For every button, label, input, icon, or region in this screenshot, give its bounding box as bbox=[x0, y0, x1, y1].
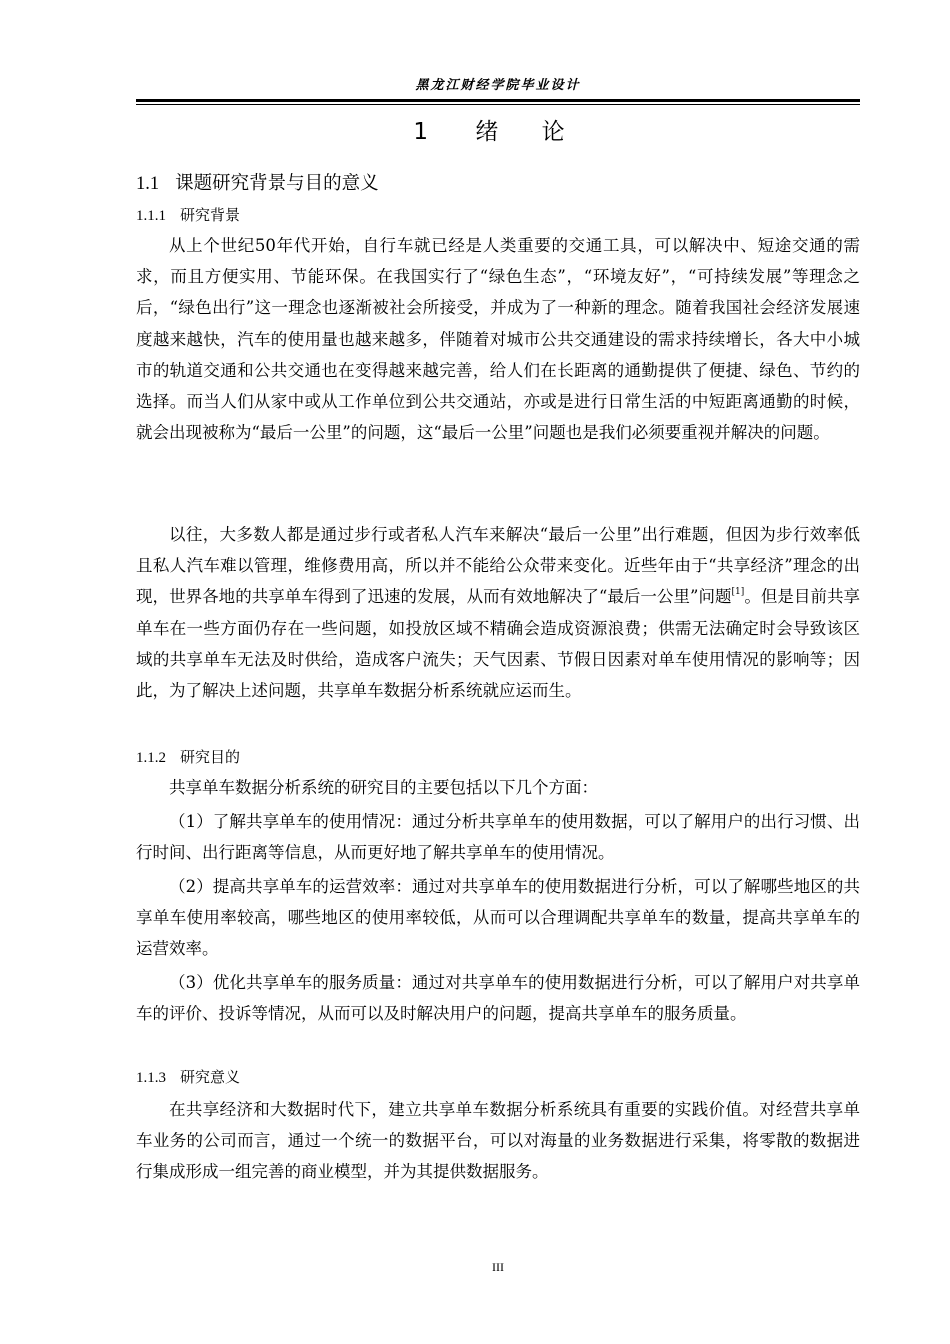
paragraph-text: 。但是目前共享单车在一些方面仍存在一些问题，如投放区域不精确会造成资源浪费；供需无法确定时会导致该区域的共享单车无法及时供给，造成客户流失；天气因素、节假日因素对单车使用情况的影响等；因此，为了解决上述问题，共享单车数据分析系统就应运而生。 bbox=[136, 587, 860, 701]
paragraph-significance: 在共享经济和大数据时代下，建立共享单车数据分析系统具有重要的实践价值。对经营共享单车业务的公司而言，通过一个统一的数据平台，可以对海量的业务数据进行采集，将零散的数据进行集成形成一组完善的商业模型，并为其提供数据服务。 bbox=[136, 1100, 860, 1182]
section-title: 研究意义 bbox=[180, 1068, 241, 1086]
paragraph-purpose-1: （1）了解共享单车的使用情况：通过分析共享单车的使用数据，可以了解用户的出行习惯、出行时间、出行距离等信息，从而更好地了解共享单车的使用情况。 bbox=[136, 812, 860, 863]
paragraph-problem bbox=[136, 519, 860, 706]
section-heading-1-1-3 bbox=[136, 1064, 240, 1091]
section-heading-1-1-1 bbox=[136, 202, 240, 229]
header-rule-thick bbox=[136, 99, 860, 102]
citation-ref: [1] bbox=[731, 587, 745, 598]
running-header: 黑龙江财经学院毕业设计 bbox=[415, 78, 581, 93]
paragraph-purpose-3: （3）优化共享单车的服务质量：通过对共享单车的使用数据进行分析，可以了解用户对共享单车的评价、投诉等情况，从而可以及时解决用户的问题，提高共享单车的服务质量。 bbox=[136, 973, 860, 1024]
paragraph-purpose-2: （2）提高共享单车的运营效率：通过对共享单车的使用数据进行分析，可以了解哪些地区的共享单车使用率较高，哪些地区的使用率较低，从而可以合理调配共享单车的数量，提高共享单车的运营效率。 bbox=[136, 877, 860, 959]
chapter-title-char-1: 绪 bbox=[475, 119, 499, 145]
section-number: 1.1.3 bbox=[136, 1070, 166, 1086]
section-number: 1.1.1 bbox=[136, 208, 166, 224]
section-title: 课题研究背景与目的意义 bbox=[175, 173, 379, 194]
section-title: 研究目的 bbox=[180, 748, 241, 766]
paragraph-purpose-intro: 共享单车数据分析系统的研究目的主要包括以下几个方面： bbox=[169, 778, 598, 797]
header-rule-thin bbox=[136, 104, 860, 105]
section-heading-1-1 bbox=[136, 170, 379, 198]
chapter-number: 1 bbox=[413, 119, 428, 145]
section-number: 1.1.2 bbox=[136, 750, 166, 766]
paragraph-background: 从上个世纪50年代开始，自行车就已经是人类重要的交通工具，可以解决中、短途交通的需求，而且方便实用、节能环保。在我国实行了“绿色生态”，“环境友好”，“可持续发展”等理念之后，“绿色出行”这一理念也逐渐被社会所接受，并成为了一种新的理念。随着我国社会经济发展速度越来越快，汽车的使用量也越来越多，伴随着对城市公共交通建设的需求持续增长，各大中小城市的轨道交通和公共交通也在变得越来越完善，给人们在长距离的通勤提供了便捷、绿色、节约的选择。而当人们从家中或从工作单位到公共交通站，亦或是进行日常生活的中短距离通勤的时候，就会出现被称为“最后一公里”的问题，这“最后一公里”问题也是我们必须要重视并解决的问题。 bbox=[136, 236, 860, 443]
page-number: III bbox=[492, 1260, 504, 1274]
section-title: 研究背景 bbox=[180, 206, 241, 224]
section-number: 1.1 bbox=[136, 174, 160, 194]
section-heading-1-1-2 bbox=[136, 744, 240, 771]
chapter-title bbox=[136, 116, 860, 148]
paragraph-text: 以往，大多数人都是通过步行或者私人汽车来解决“最后一公里”出行难题，但因为步行效率低且私人汽车难以管理，维修费用高，所以并不能给公众带来变化。近些年由于“共享经济”理念的出现，世界各地的共享单车得到了迅速的发展，从而有效地解决了“最后一公里”问题 bbox=[136, 525, 860, 607]
chapter-title-char-2: 论 bbox=[541, 119, 565, 145]
